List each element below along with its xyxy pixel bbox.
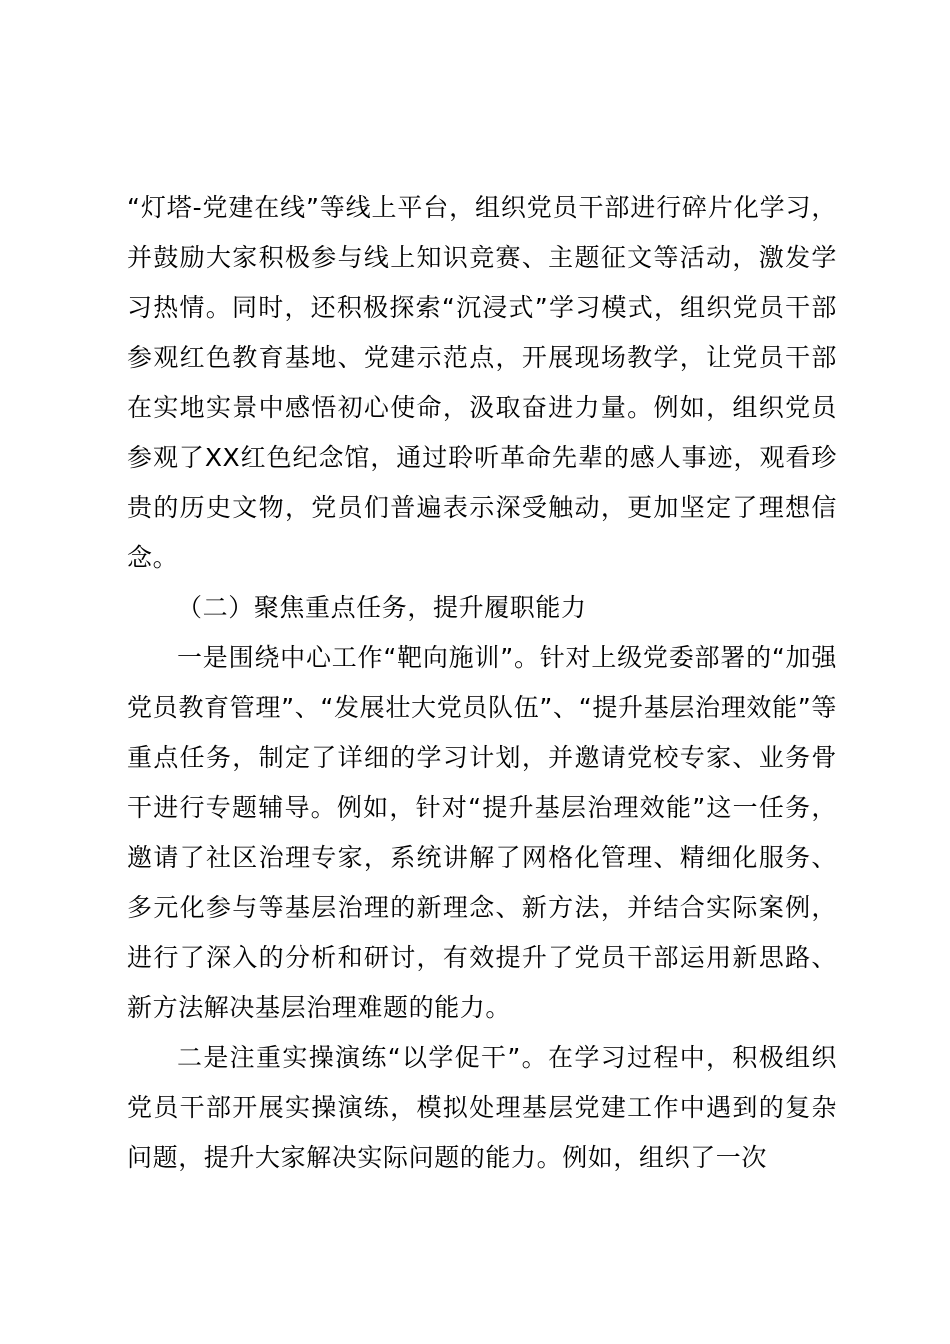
paragraph-online-learning: “灯塔-党建在线”等线上平台，组织党员干部进行碎片化学习，并鼓励大家积极参与线上知识竞赛、主题征文等活动，激发学习热情。同时，还积极探索“沉浸式”学习模式，组织党员干部参观红色教育基地、党建示范点，开展现场教学，让党员干部在实地实景中感悟初心使命，汲取奋进力量。例如，组织党员参观了XX红色纪念馆，通过聆听革命先辈的感人事迹，观看珍贵的历史文物，党员们普遍表示深受触动，更加坚定了理想信念。 <box>127 193 837 572</box>
paragraph-practical-drills: 二是注重实操演练“以学促干”。在学习过程中，积极组织党员干部开展实操演练，模拟处理基层党建工作中遇到的复杂问题，提升大家解决实际问题的能力。例如，组织了一次 <box>127 1043 837 1172</box>
document-body <box>127 183 837 1183</box>
section-heading: （二）聚焦重点任务，提升履职能力 <box>177 593 587 622</box>
paragraph-targeted-training: 一是围绕中心工作“靶向施训”。针对上级党委部署的“加强党员教育管理”、“发展壮大党员队伍”、“提升基层治理效能”等重点任务，制定了详细的学习计划，并邀请党校专家、业务骨干进行专题辅导。例如，针对“提升基层治理效能”这一任务，邀请了社区治理专家，系统讲解了网格化管理、精细化服务、多元化参与等基层治理的新理念、新方法，并结合实际案例，进行了深入的分析和研讨，有效提升了党员干部运用新思路、新方法解决基层治理难题的能力。 <box>127 643 837 1022</box>
